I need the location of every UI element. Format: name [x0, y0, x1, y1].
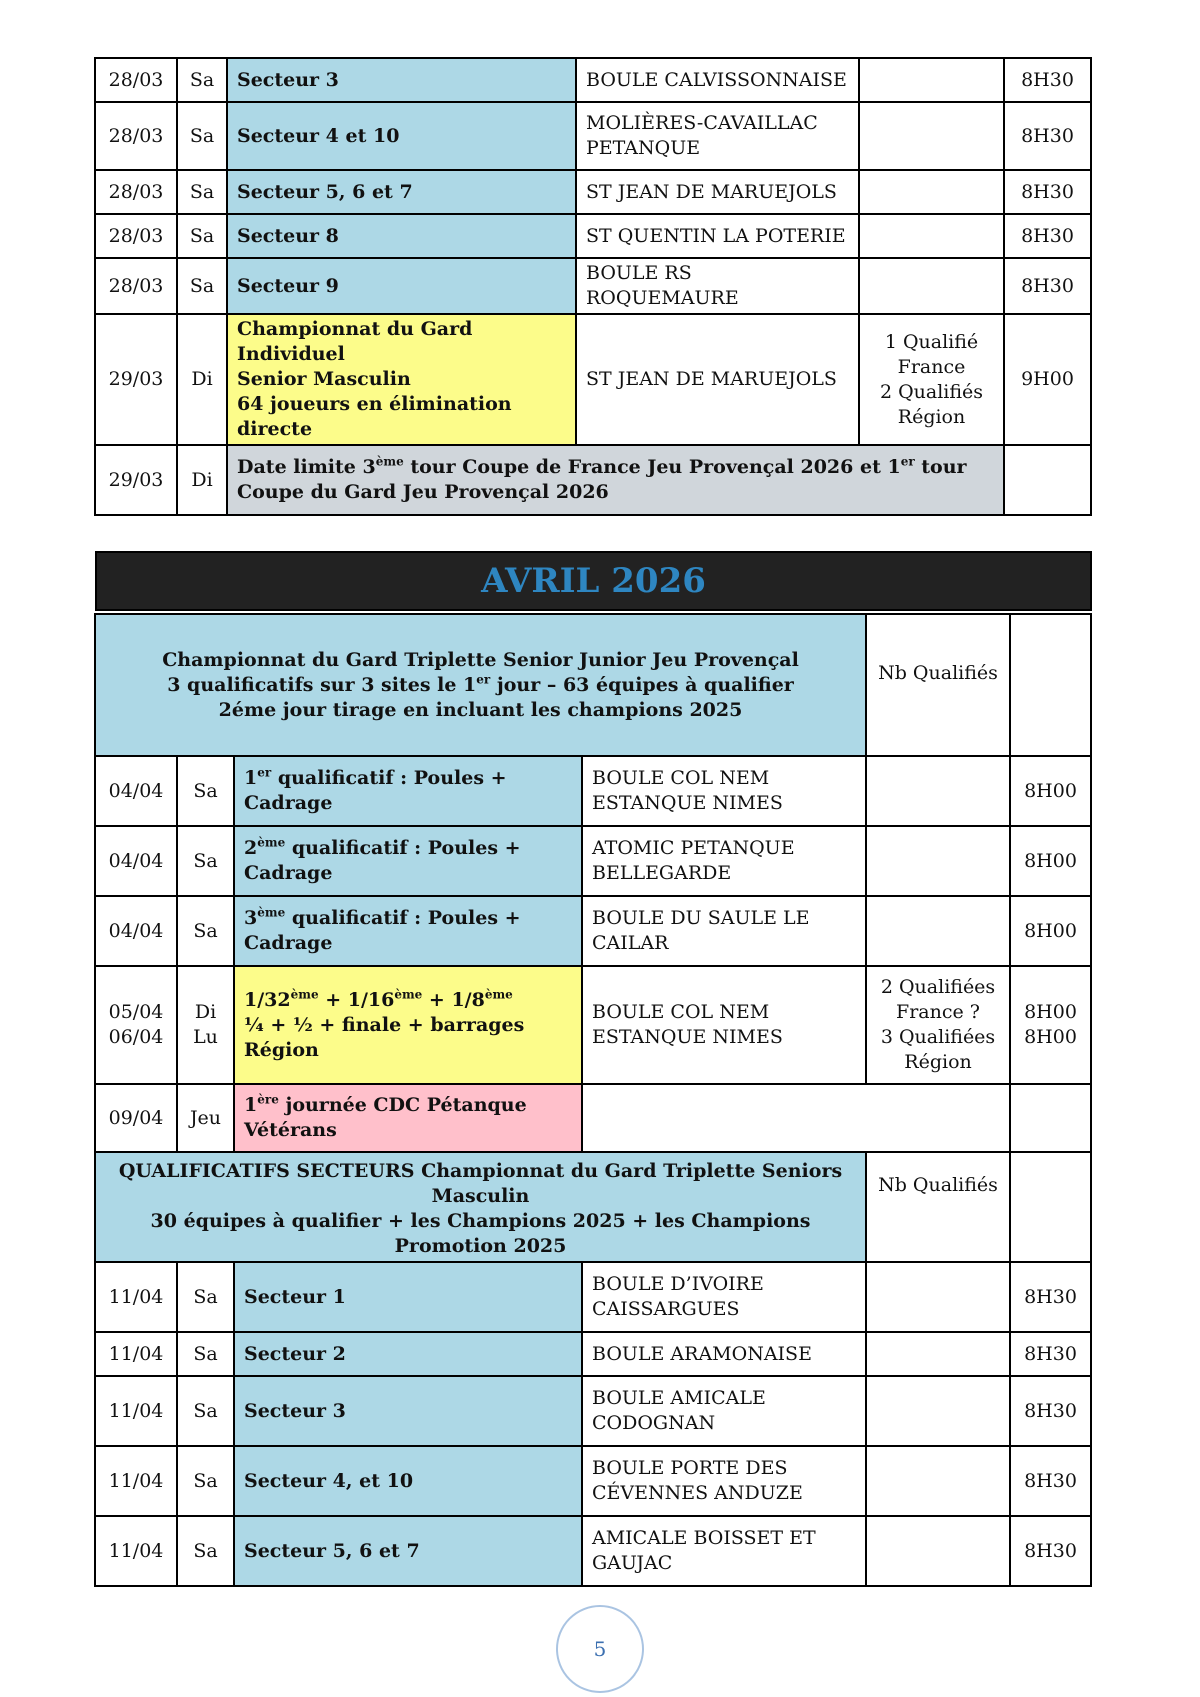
qualified-cell — [866, 756, 1010, 826]
time-cell: 8H00 8H00 — [1010, 966, 1091, 1084]
page-number: 5 — [556, 1605, 644, 1693]
event-cell — [227, 314, 576, 445]
superscript: ème — [257, 835, 286, 850]
event-cell: 1ère journée CDC Pétanque Vétérans — [234, 1084, 582, 1152]
event-cell: Secteur 4, et 10 — [234, 1446, 582, 1516]
time-cell: 8H00 — [1010, 896, 1091, 966]
qualified-cell — [866, 1516, 1010, 1586]
date-cell: 29/03 — [95, 445, 177, 515]
day-cell: Sa — [177, 1376, 234, 1446]
time-cell: 8H30 — [1010, 1376, 1091, 1446]
event-cell: 3ème qualificatif : Poules + Cadrage — [234, 896, 582, 966]
table-row — [95, 1376, 1091, 1446]
month-title: AVRIL 2026 — [95, 551, 1092, 611]
section-header-cell — [95, 1152, 866, 1262]
time-cell: 8H30 — [1010, 1262, 1091, 1332]
event-subtitle: Senior Masculin — [237, 368, 411, 390]
date-cell: 28/03 — [95, 170, 177, 214]
venue-cell: BOULE CALVISSONNAISE — [576, 58, 859, 102]
date-cell: 04/04 — [95, 896, 177, 966]
qualified-region: 3 Qualifiées Région — [880, 1026, 996, 1073]
empty-cell — [1010, 1152, 1091, 1262]
empty-cell — [1004, 445, 1091, 515]
date-cell: 11/04 — [95, 1332, 177, 1376]
table-row — [95, 314, 1091, 445]
finals-rounds-2: ¼ + ½ + finale + barrages Région — [244, 1013, 525, 1061]
qualified-cell — [866, 966, 1010, 1084]
time-cell: 8H30 — [1004, 102, 1091, 170]
table-row — [95, 170, 1091, 214]
superscript: er — [900, 454, 915, 469]
table-row — [95, 1446, 1091, 1516]
section-header-cell — [95, 614, 866, 756]
event-cell: Secteur 1 — [234, 1262, 582, 1332]
superscript: ème — [257, 905, 286, 920]
qualified-cell — [866, 1262, 1010, 1332]
table-row — [95, 445, 1091, 515]
qualified-cell — [859, 58, 1004, 102]
day-cell: Di Lu — [177, 966, 234, 1084]
deadline-text: tour Coupe du Gard Jeu Provençal 2026 — [237, 456, 967, 503]
time-cell: 8H30 — [1004, 58, 1091, 102]
day-cell: Sa — [177, 258, 227, 314]
qualified-cell — [866, 1446, 1010, 1516]
qualified-cell — [859, 102, 1004, 170]
event-cell: Secteur 5, 6 et 7 — [234, 1516, 582, 1586]
day-cell: Sa — [177, 170, 227, 214]
section-header-row — [95, 1152, 1091, 1262]
section-note: 2éme jour tirage en incluant les champions 2025 — [218, 698, 743, 721]
qualified-cell — [866, 1332, 1010, 1376]
table-row — [95, 214, 1091, 258]
superscript: ème — [375, 454, 404, 469]
venue-cell: BOULE PORTE DES CÉVENNES ANDUZE — [582, 1446, 866, 1516]
superscript: ère — [257, 1092, 279, 1107]
april-schedule-table — [94, 613, 1092, 1587]
date-cell: 09/04 — [95, 1084, 177, 1152]
qualified-cell — [859, 258, 1004, 314]
empty-cell — [1010, 614, 1091, 756]
event-cell: 1er qualificatif : Poules + Cadrage — [234, 756, 582, 826]
section-title: QUALIFICATIFS SECTEURS Championnat du Gard Triplette Seniors Masculin — [118, 1160, 843, 1207]
table-row — [95, 258, 1091, 314]
qualified-france: 2 Qualifiées France ? — [880, 976, 996, 1023]
table-row — [95, 1262, 1091, 1332]
qualified-cell — [866, 1376, 1010, 1446]
event-cell: Secteur 8 — [227, 214, 576, 258]
table-row — [95, 58, 1091, 102]
time-cell: 8H30 — [1010, 1516, 1091, 1586]
table-row — [95, 756, 1091, 826]
day-cell: Sa — [177, 58, 227, 102]
time-cell: 8H00 — [1010, 756, 1091, 826]
venue-cell: ST JEAN DE MARUEJOLS — [576, 170, 859, 214]
day-cell: Jeu — [177, 1084, 234, 1152]
qualified-cell — [859, 314, 1004, 445]
event-cell: Secteur 3 — [234, 1376, 582, 1446]
qualified-region: 2 Qualifiés Région — [879, 380, 984, 428]
venue-cell: BOULE D’IVOIRE CAISSARGUES — [582, 1262, 866, 1332]
venue-cell: ST QUENTIN LA POTERIE — [576, 214, 859, 258]
march-schedule-table — [94, 57, 1092, 516]
day-cell: Sa — [177, 1332, 234, 1376]
superscript: ème — [484, 987, 513, 1002]
table-row — [95, 1084, 1091, 1152]
nb-qualified-header: Nb Qualifiés — [866, 1152, 1010, 1262]
date-cell: 28/03 — [95, 58, 177, 102]
day-cell: Sa — [177, 826, 234, 896]
qualified-cell — [859, 170, 1004, 214]
qualified-cell — [866, 896, 1010, 966]
venue-cell: AMICALE BOISSET ET GAUJAC — [582, 1516, 866, 1586]
table-row — [95, 1332, 1091, 1376]
deadline-text: tour Coupe de France Jeu Provençal 2026 et 1 — [403, 456, 901, 478]
qualified-cell — [866, 826, 1010, 896]
table-row — [95, 826, 1091, 896]
venue-cell: BOULE AMICALE CODOGNAN — [582, 1376, 866, 1446]
event-cell — [234, 966, 582, 1084]
table-row — [95, 966, 1091, 1084]
time-cell: 8H00 — [1010, 826, 1091, 896]
day-cell: Di — [177, 445, 227, 515]
deadline-cell — [227, 445, 1004, 515]
event-cell: 2ème qualificatif : Poules + Cadrage — [234, 826, 582, 896]
event-format: 64 joueurs en élimination directe — [237, 393, 512, 440]
table-row — [95, 1516, 1091, 1586]
deadline-text: Date limite 3 — [237, 456, 376, 478]
venue-cell: MOLIÈRES-CAVAILLAC PETANQUE — [576, 102, 859, 170]
event-cell: Secteur 4 et 10 — [227, 102, 576, 170]
date-cell: 11/04 — [95, 1376, 177, 1446]
venue-cell: ST JEAN DE MARUEJOLS — [576, 314, 859, 445]
time-cell: 9H00 — [1004, 314, 1091, 445]
superscript: ème — [394, 987, 423, 1002]
time-cell: 8H30 — [1010, 1446, 1091, 1516]
time-cell: 8H30 — [1010, 1332, 1091, 1376]
day-cell: Sa — [177, 214, 227, 258]
event-cell: Secteur 5, 6 et 7 — [227, 170, 576, 214]
qualified-cell — [859, 214, 1004, 258]
date-cell: 28/03 — [95, 214, 177, 258]
superscript: er — [257, 765, 272, 780]
venue-cell: BOULE COL NEM ESTANQUE NIMES — [582, 966, 866, 1084]
section-title: Championnat du Gard Triplette Senior Junior Jeu Provençal — [162, 648, 799, 671]
event-title: Championnat du Gard Individuel — [237, 318, 473, 365]
date-cell: 11/04 — [95, 1446, 177, 1516]
section-header-row — [95, 614, 1091, 756]
qualified-france: 1 Qualifié France — [884, 330, 979, 378]
day-cell: Di — [177, 314, 227, 445]
date-cell: 04/04 — [95, 756, 177, 826]
date-cell: 11/04 — [95, 1262, 177, 1332]
table-row — [95, 896, 1091, 966]
day-cell: Sa — [177, 756, 234, 826]
day-cell: Sa — [177, 1446, 234, 1516]
table-row — [95, 102, 1091, 170]
date-cell: 11/04 — [95, 1516, 177, 1586]
venue-cell: BOULE ARAMONAISE — [582, 1332, 866, 1376]
date-cell: 28/03 — [95, 102, 177, 170]
section-subtitle: 30 équipes à qualifier + les Champions 2025 + les Champions Promotion 2025 — [150, 1210, 811, 1257]
time-cell: 8H30 — [1004, 214, 1091, 258]
time-cell: 8H30 — [1004, 258, 1091, 314]
time-cell: 8H30 — [1004, 170, 1091, 214]
superscript: ème — [290, 987, 319, 1002]
venue-cell: BOULE COL NEM ESTANQUE NIMES — [582, 756, 866, 826]
day-cell: Sa — [177, 102, 227, 170]
superscript: er — [476, 672, 491, 687]
nb-qualified-header: Nb Qualifiés — [866, 614, 1010, 756]
finals-rounds: 1/32ème + 1/16ème + 1/8ème — [244, 987, 513, 1011]
event-cell: Secteur 9 — [227, 258, 576, 314]
empty-cell — [1010, 1084, 1091, 1152]
day-cell: Sa — [177, 1516, 234, 1586]
empty-cell — [582, 1084, 1010, 1152]
day-cell: Sa — [177, 1262, 234, 1332]
venue-cell: ATOMIC PETANQUE BELLEGARDE — [582, 826, 866, 896]
day-cell: Sa — [177, 896, 234, 966]
date-cell: 28/03 — [95, 258, 177, 314]
section-subtitle: 3 qualificatifs sur 3 sites le 1er jour – 63 équipes à qualifier — [167, 672, 794, 696]
event-cell: Secteur 3 — [227, 58, 576, 102]
venue-cell: BOULE RS ROQUEMAURE — [576, 258, 859, 314]
event-cell: Secteur 2 — [234, 1332, 582, 1376]
date-cell: 05/04 06/04 — [95, 966, 177, 1084]
date-cell: 29/03 — [95, 314, 177, 445]
date-cell: 04/04 — [95, 826, 177, 896]
venue-cell: BOULE DU SAULE LE CAILAR — [582, 896, 866, 966]
